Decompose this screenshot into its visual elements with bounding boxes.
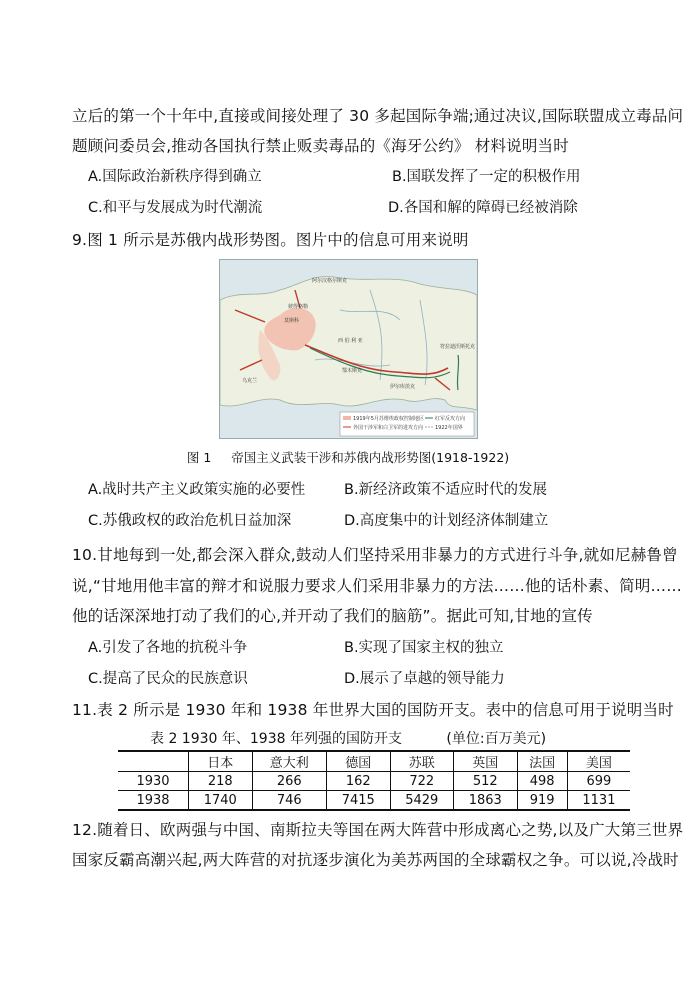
table-header-cell: 美国 bbox=[567, 751, 630, 772]
table-cell: 1938 bbox=[118, 791, 189, 811]
table-cell: 498 bbox=[517, 772, 567, 791]
defense-spending-table bbox=[118, 750, 630, 811]
q8-text-line-2: 题顾问委员会,推动各国执行禁止贩卖毒品的《海牙公约》 材料说明当时 bbox=[72, 137, 569, 155]
table-cell: 722 bbox=[390, 772, 454, 791]
q12-line-2: 国家反霸高潮兴起,两大阵营的对抗逐步演化为美苏两国的全球霸权之争。可以说,冷战时 bbox=[72, 851, 679, 869]
table-cell: 1131 bbox=[567, 791, 630, 811]
label-petrograd: 彼得格勒 bbox=[288, 304, 309, 310]
table-header-cell: 苏联 bbox=[390, 751, 454, 772]
legend-intervention: 外国干涉军和白卫军的进攻方向 bbox=[353, 425, 424, 431]
label-ukraine: 乌克兰 bbox=[242, 378, 258, 384]
table-cell: 266 bbox=[252, 772, 327, 791]
legend-border: 1922年国界 bbox=[435, 425, 463, 431]
q10-line-1: 10.甘地每到一处,都会深入群众,鼓动人们坚持采用非暴力的方式进行斗争,就如尼赫鲁曾 bbox=[72, 546, 678, 564]
table-header-cell: 日本 bbox=[189, 751, 253, 772]
table-cell: 699 bbox=[567, 772, 630, 791]
q9-option-b[interactable]: B.新经济政策不适应时代的发展 bbox=[344, 482, 548, 498]
q8-option-a[interactable]: A.国际政治新秩序得到确立 bbox=[88, 169, 262, 185]
q10-line-2: 说,“甘地用他丰富的辩才和说服力要求人们采用非暴力的方法……他的话朴素、简明…… bbox=[72, 577, 682, 595]
table-row bbox=[118, 791, 630, 811]
figure-caption bbox=[0, 448, 696, 466]
label-siberia: 西 伯 利 亚 bbox=[338, 338, 363, 344]
q10-option-b[interactable]: B.实现了国家主权的独立 bbox=[344, 640, 504, 656]
label-arkhangelsk: 阿尔汉格尔斯克 bbox=[312, 278, 348, 284]
table-cell: 1863 bbox=[454, 791, 518, 811]
table-row bbox=[118, 772, 630, 791]
table-header-cell bbox=[118, 751, 189, 772]
q9-option-c[interactable]: C.苏俄政权的政治危机日益加深 bbox=[88, 513, 292, 529]
table-cell: 218 bbox=[189, 772, 253, 791]
q12-line-1: 12.随着日、欧两强与中国、南斯拉夫等国在两大阵营中形成离心之势,以及广大第三世界 bbox=[72, 821, 684, 839]
label-moscow: 莫斯科 bbox=[284, 318, 300, 324]
table-cell: 746 bbox=[252, 791, 327, 811]
q8-option-b[interactable]: B.国联发挥了一定的积极作用 bbox=[392, 169, 581, 185]
label-omsk: 鄂木斯克 bbox=[342, 368, 363, 374]
q9-stem: 9.图 1 所示是苏俄内战形势图。图片中的信息可用来说明 bbox=[72, 231, 469, 249]
table-cell: 5429 bbox=[390, 791, 454, 811]
legend-soviet-area: 1919年5月苏维埃政权控制地区 bbox=[353, 416, 424, 422]
table-header-cell: 德国 bbox=[327, 751, 391, 772]
figure-title: 帝国主义武装干涉和苏俄内战形势图(1918-1922) bbox=[231, 450, 510, 465]
table-cell: 7415 bbox=[327, 791, 391, 811]
label-irkutsk: 伊尔库茨克 bbox=[390, 384, 416, 390]
q8-text-line-1: 立后的第一个十年中,直接或间接处理了 30 多起国际争端;通过决议,国际联盟成立毒品问 bbox=[72, 107, 684, 125]
q9-option-a[interactable]: A.战时共产主义政策实施的必要性 bbox=[88, 482, 306, 498]
q10-line-3: 他的话深深地打动了我们的心,并开动了我们的脑筋”。据此可知,甘地的宣传 bbox=[72, 607, 593, 625]
table-header-cell: 法国 bbox=[517, 751, 567, 772]
map-legend bbox=[340, 412, 474, 436]
figure-number: 图 1 bbox=[186, 450, 212, 465]
q8-option-c[interactable]: C.和平与发展成为时代潮流 bbox=[88, 200, 263, 216]
table-header-cell: 英国 bbox=[454, 751, 518, 772]
table-cell: 1740 bbox=[189, 791, 253, 811]
table-cell: 512 bbox=[454, 772, 518, 791]
q10-option-a[interactable]: A.引发了各地的抗税斗争 bbox=[88, 640, 248, 656]
legend-red-army: 红军反攻方向 bbox=[435, 416, 466, 422]
civil-war-map bbox=[219, 259, 478, 439]
table-unit: (单位:百万美元) bbox=[446, 731, 547, 747]
table-cell: 1930 bbox=[118, 772, 189, 791]
q10-option-d[interactable]: D.展示了卓越的领导能力 bbox=[344, 671, 505, 687]
table-cell: 919 bbox=[517, 791, 567, 811]
label-vladivostok: 符拉迪沃斯托克 bbox=[440, 344, 476, 350]
q10-option-c[interactable]: C.提高了民众的民族意识 bbox=[88, 671, 248, 687]
q8-option-d[interactable]: D.各国和解的障碍已经被消除 bbox=[388, 200, 578, 216]
q11-stem: 11.表 2 所示是 1930 年和 1938 年世界大国的国防开支。表中的信息可用于说明当时 bbox=[72, 701, 674, 719]
q9-option-d[interactable]: D.高度集中的计划经济体制建立 bbox=[344, 513, 549, 529]
table-cell: 162 bbox=[327, 772, 391, 791]
civil-war-map-graphic bbox=[220, 260, 477, 438]
table-header-row bbox=[118, 751, 630, 772]
table-header-cell: 意大利 bbox=[252, 751, 327, 772]
table-title bbox=[150, 728, 546, 748]
table-title-text: 表 2 1930 年、1938 年列强的国防开支 bbox=[150, 731, 402, 747]
